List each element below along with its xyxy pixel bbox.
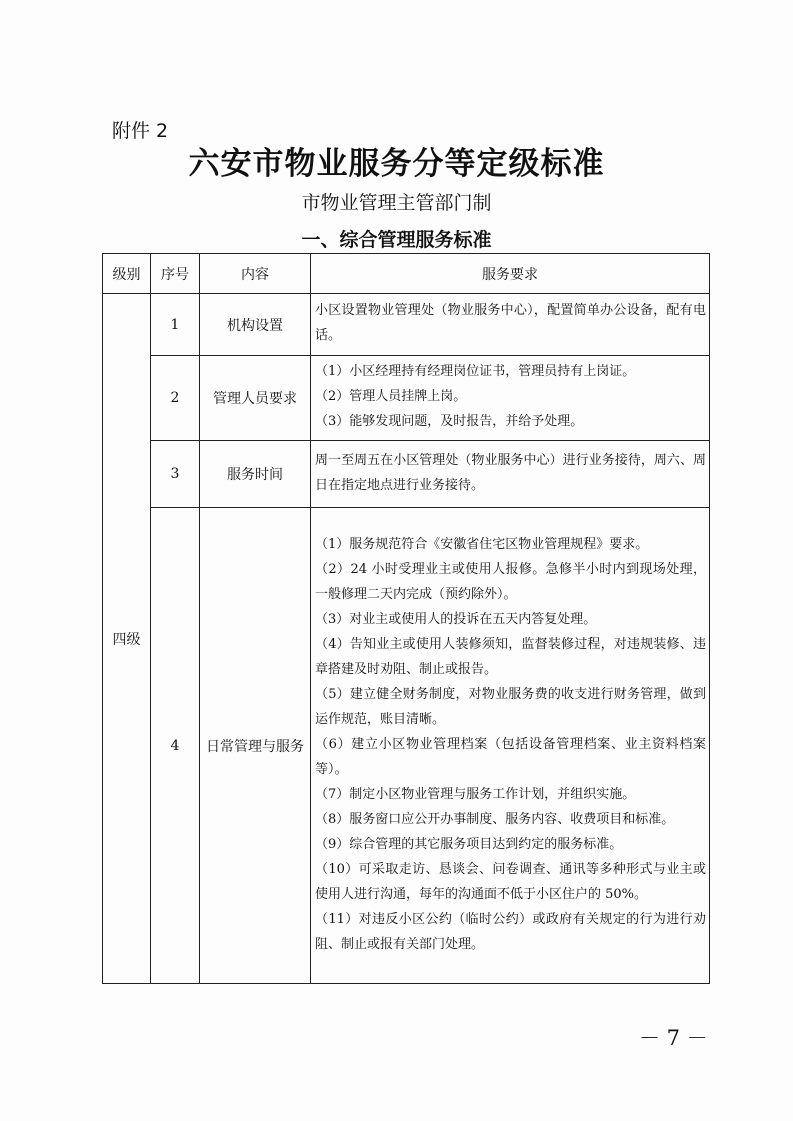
requirement-item: （4）告知业主或使用人装修须知，监督装修过程，对违规装修、违章搭建及时劝阻、制止或报告。 [315,636,706,677]
standards-table [102,253,710,984]
requirement-item: （5）建立健全财务制度，对物业服务费的收支进行财务管理，做到运作规范，账目清晰。 [315,686,706,727]
row-requirements [311,441,710,508]
table-header-row [103,254,710,294]
table-row [103,356,710,441]
requirement-item: 周一至周五在小区管理处（物业服务中心）进行业务接待，周六、周日在指定地点进行业务接待。 [315,452,706,493]
table-row [103,441,710,508]
row-number: 4 [151,508,200,984]
row-content: 服务时间 [200,441,311,508]
document-title: 六安市物业服务分等定级标准 [188,146,605,182]
header-level: 级别 [103,254,151,294]
requirement-item: （7）制定小区物业管理与服务工作计划，并组织实施。 [315,786,636,802]
row-requirements [311,508,710,984]
requirement-item: （10）可采取走访、恳谈会、问卷调查、通讯等多种形式与业主或使用人进行沟通，每年的沟通面不低于小区住户的 50%。 [315,861,706,902]
requirement-item: （1）小区经理持有经理岗位证书，管理员持有上岗证。 [315,364,636,379]
requirement-item: （3）对业主或使用人的投诉在五天内答复处理。 [315,611,597,627]
level-cell: 四级 [103,294,151,984]
requirement-item: （2）24 小时受理业主或使用人报修。急修半小时内到现场处理，一般修理二天内完成（预约除外）。 [315,561,706,602]
document-subtitle: 市物业管理主管部门制 [301,192,492,214]
requirement-item: （6）建立小区物业管理档案（包括设备管理档案、业主资料档案等）。 [315,736,706,777]
row-number: 2 [151,356,200,441]
requirement-item: （2）管理人员挂牌上岗。 [315,389,467,404]
row-number: 3 [151,441,200,508]
table-row [103,508,710,984]
requirement-item: （8）服务窗口应公开办事制度、服务内容、收费项目和标准。 [315,811,675,827]
row-content: 机构设置 [200,294,311,356]
table-row [103,294,710,356]
requirement-item: （1）服务规范符合《安徽省住宅区物业管理规程》要求。 [315,536,649,552]
requirement-item: （9）综合管理的其它服务项目达到约定的服务标准。 [315,836,623,852]
row-requirements [311,356,710,441]
row-content: 日常管理与服务 [200,508,311,984]
header-requirements: 服务要求 [311,254,710,294]
row-number: 1 [151,294,200,356]
header-number: 序号 [151,254,200,294]
attachment-label: 附件 2 [112,120,169,142]
page-number: － 7 － [639,1026,708,1050]
section-title: 一、综合管理服务标准 [301,229,492,251]
row-content: 管理人员要求 [200,356,311,441]
requirement-item: 小区设置物业管理处（物业服务中心），配置简单办公设备，配有电话。 [315,303,706,343]
requirement-item: （11）对违反小区公约（临时公约）或政府有关规定的行为进行劝阻、制止或报有关部门处理。 [315,911,706,952]
header-content: 内容 [200,254,311,294]
requirement-item: （3）能够发现问题，及时报告，并给予处理。 [315,414,584,429]
row-requirements [311,294,710,356]
